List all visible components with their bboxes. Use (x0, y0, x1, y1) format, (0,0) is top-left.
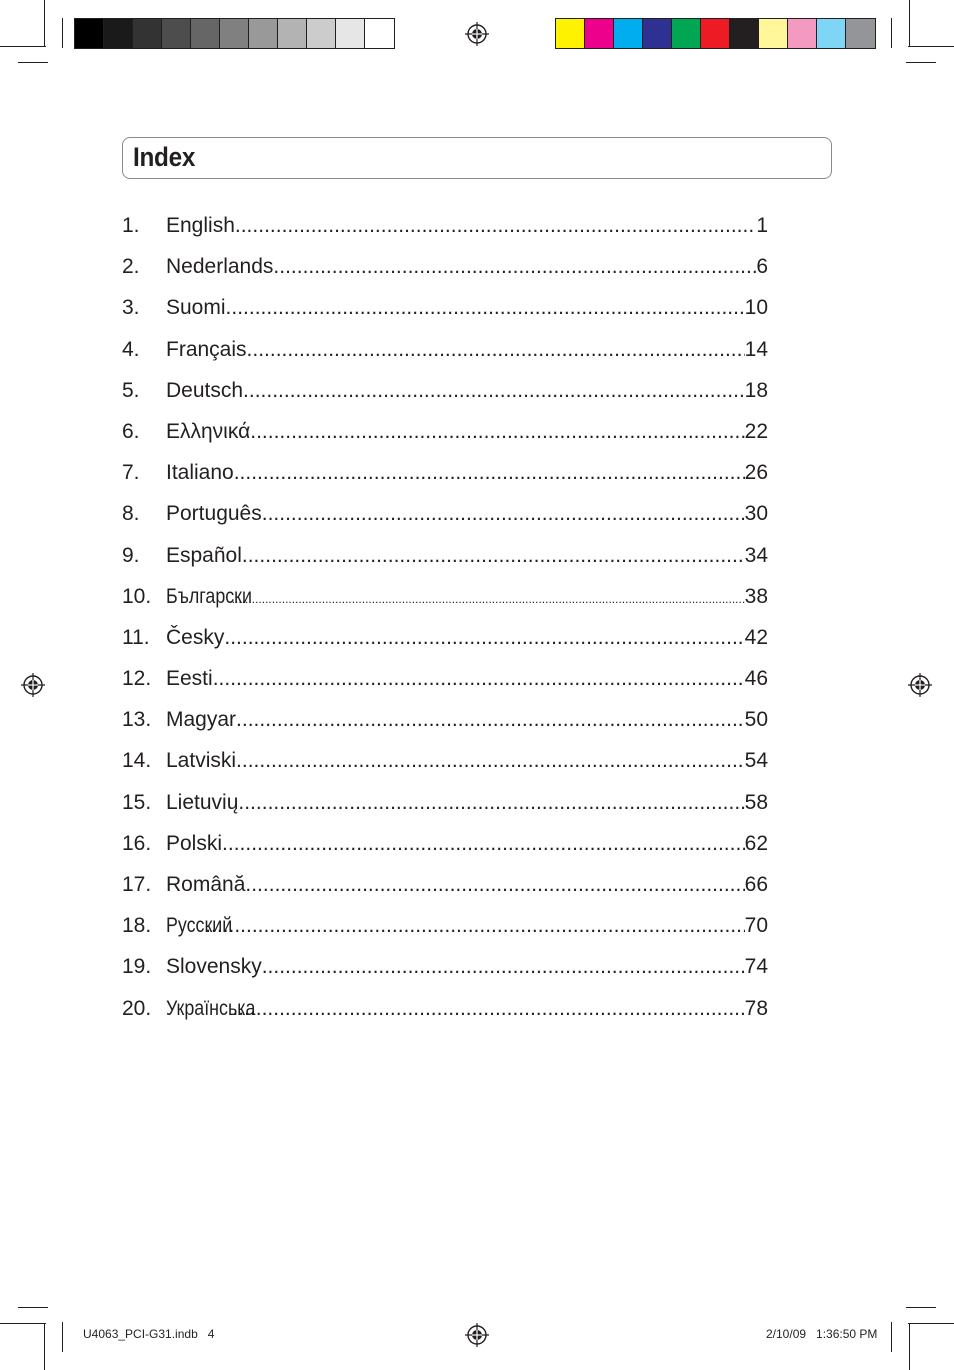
toc-entry[interactable] (122, 205, 768, 246)
toc-number: 7. (122, 461, 140, 485)
toc-leader-dots (222, 823, 745, 864)
toc-number: 2. (122, 255, 140, 279)
toc-number: 19. (122, 955, 152, 979)
toc-entry[interactable] (122, 699, 768, 740)
crop-mark (0, 1323, 46, 1324)
toc-leader-dots (262, 493, 745, 534)
toc-leader-dots (228, 579, 744, 620)
toc-leader-dots (273, 246, 756, 287)
gray-swatch (365, 19, 394, 48)
gray-swatch (104, 19, 133, 48)
color-swatch (759, 19, 788, 48)
toc-entry[interactable] (122, 493, 768, 534)
toc-entry[interactable] (122, 370, 768, 411)
toc-leader-dots (250, 411, 744, 452)
registration-mark-icon (465, 1323, 489, 1347)
gray-swatch (133, 19, 162, 48)
color-swatch (643, 19, 672, 48)
toc-page-number: 54 (744, 749, 768, 773)
toc-page-number: 14 (744, 337, 768, 361)
toc-label: Български (166, 584, 252, 608)
toc-number: 3. (122, 296, 140, 320)
toc-page-number: 6 (756, 255, 768, 279)
grayscale-color-bar (74, 18, 395, 49)
toc-leader-dots (238, 782, 744, 823)
color-swatch (614, 19, 643, 48)
toc-page-number: 74 (744, 955, 768, 979)
color-swatch (730, 19, 759, 48)
crop-mark (909, 0, 910, 46)
toc-entry[interactable] (122, 411, 768, 452)
color-swatch (585, 19, 614, 48)
crop-mark (909, 1323, 910, 1370)
toc-page-number: 58 (744, 790, 768, 814)
toc-number: 17. (122, 873, 152, 896)
toc-label: Русский (166, 914, 233, 938)
toc-label: Česky (166, 625, 225, 649)
toc-entry[interactable] (122, 287, 768, 328)
crop-mark (891, 18, 892, 48)
crop-mark (906, 62, 936, 63)
crop-mark (0, 46, 46, 47)
crop-mark (18, 62, 48, 63)
toc-number: 8. (122, 502, 140, 526)
toc-entry[interactable] (122, 740, 768, 781)
timestamp-slug: 2/10/09 1:36:50 PM (766, 1327, 878, 1341)
toc-leader-dots (205, 905, 744, 946)
toc-entry[interactable] (122, 988, 768, 1029)
toc-number: 4. (122, 337, 140, 361)
color-swatch (788, 19, 817, 48)
toc-label: Português (166, 502, 262, 526)
toc-page-number: 46 (744, 667, 768, 691)
toc-leader-dots (235, 205, 756, 246)
toc-page-number: 66 (744, 873, 768, 896)
gray-swatch (307, 19, 336, 48)
toc-entry[interactable] (122, 823, 768, 864)
registration-mark-icon (21, 673, 45, 697)
toc-label: Deutsch (166, 378, 244, 402)
crop-mark (62, 18, 63, 48)
toc-leader-dots (242, 535, 745, 576)
color-swatch (672, 19, 701, 48)
toc-page-number: 10 (744, 296, 768, 320)
crop-mark (44, 1323, 45, 1370)
toc-entry[interactable] (122, 946, 768, 987)
gray-swatch (336, 19, 365, 48)
toc-page-number: 26 (744, 461, 768, 485)
toc-page-number: 42 (744, 625, 768, 649)
crop-mark (62, 1322, 63, 1352)
toc-leader-dots (262, 946, 745, 987)
toc-number: 5. (122, 378, 140, 402)
toc-entry[interactable] (122, 452, 768, 493)
toc-label: Polski (166, 831, 223, 855)
toc-entry[interactable] (122, 864, 768, 905)
table-of-contents (122, 205, 768, 1029)
toc-entry[interactable] (122, 782, 768, 823)
toc-page-number: 34 (744, 543, 768, 567)
crop-mark (44, 0, 45, 46)
toc-entry[interactable] (122, 617, 768, 658)
toc-label: Română (166, 873, 246, 896)
toc-page-number: 1 (756, 214, 768, 237)
toc-leader-dots (226, 287, 745, 328)
toc-number: 20. (122, 996, 152, 1020)
toc-entry[interactable] (122, 246, 768, 287)
crop-mark (891, 1322, 892, 1352)
toc-leader-dots (236, 699, 745, 740)
gray-swatch (162, 19, 191, 48)
toc-leader-dots (236, 740, 745, 781)
toc-entry[interactable] (122, 535, 768, 576)
toc-number: 1. (122, 214, 140, 237)
gray-swatch (75, 19, 104, 48)
toc-leader-dots (243, 370, 745, 411)
color-swatch (817, 19, 846, 48)
toc-number: 6. (122, 419, 140, 443)
color-swatch (846, 19, 875, 48)
gray-swatch (220, 19, 249, 48)
toc-label: Ελληνικά (166, 419, 251, 443)
toc-leader-dots (245, 864, 744, 905)
toc-leader-dots (247, 329, 745, 370)
toc-label: Slovensky (166, 955, 262, 979)
toc-label: English (166, 214, 235, 237)
gray-swatch (191, 19, 220, 48)
toc-label: Magyar (166, 708, 237, 732)
crop-mark (906, 1307, 936, 1308)
toc-number: 9. (122, 543, 140, 567)
toc-entry[interactable] (122, 905, 768, 946)
registration-mark-icon (465, 22, 489, 46)
toc-page-number: 22 (744, 419, 768, 443)
toc-entry[interactable] (122, 329, 768, 370)
process-color-bar (555, 18, 876, 49)
toc-label: Suomi (166, 296, 226, 320)
toc-label: Nederlands (166, 255, 274, 279)
toc-label: Eesti (166, 667, 213, 691)
toc-leader-dots (232, 988, 744, 1029)
crop-mark (18, 1307, 48, 1308)
toc-label: Latviski (166, 749, 237, 773)
toc-number: 11. (122, 625, 150, 649)
toc-number: 10. (122, 584, 152, 608)
toc-number: 13. (122, 708, 152, 732)
file-slug: U4063_PCI-G31.indb 4 (83, 1327, 215, 1341)
toc-label: Italiano (166, 461, 234, 485)
page-title: Index (133, 142, 196, 172)
toc-leader-dots (213, 658, 745, 699)
color-swatch (701, 19, 730, 48)
toc-number: 14. (122, 749, 152, 773)
gray-swatch (278, 19, 307, 48)
toc-page-number: 18 (744, 378, 768, 402)
index-heading-box (122, 137, 832, 179)
toc-leader-dots (224, 617, 744, 658)
color-swatch (556, 19, 585, 48)
toc-entry[interactable] (122, 658, 768, 699)
toc-number: 18. (122, 914, 152, 938)
toc-label: Français (166, 337, 247, 361)
toc-page-number: 78 (744, 996, 768, 1020)
gray-swatch (249, 19, 278, 48)
toc-label: Español (166, 543, 242, 567)
toc-label: Lietuvių (166, 790, 239, 814)
toc-page-number: 70 (744, 914, 768, 938)
toc-page-number: 50 (744, 708, 768, 732)
crop-mark (908, 46, 954, 47)
crop-mark (908, 1323, 954, 1324)
toc-label: Українська (166, 996, 256, 1020)
toc-page-number: 62 (744, 831, 768, 855)
registration-mark-icon (908, 673, 932, 697)
toc-page-number: 30 (744, 502, 768, 526)
toc-number: 12. (122, 667, 152, 691)
toc-leader-dots (234, 452, 745, 493)
toc-entry[interactable] (122, 576, 768, 617)
toc-number: 15. (122, 790, 152, 814)
toc-page-number: 38 (744, 584, 768, 608)
toc-number: 16. (122, 831, 152, 855)
